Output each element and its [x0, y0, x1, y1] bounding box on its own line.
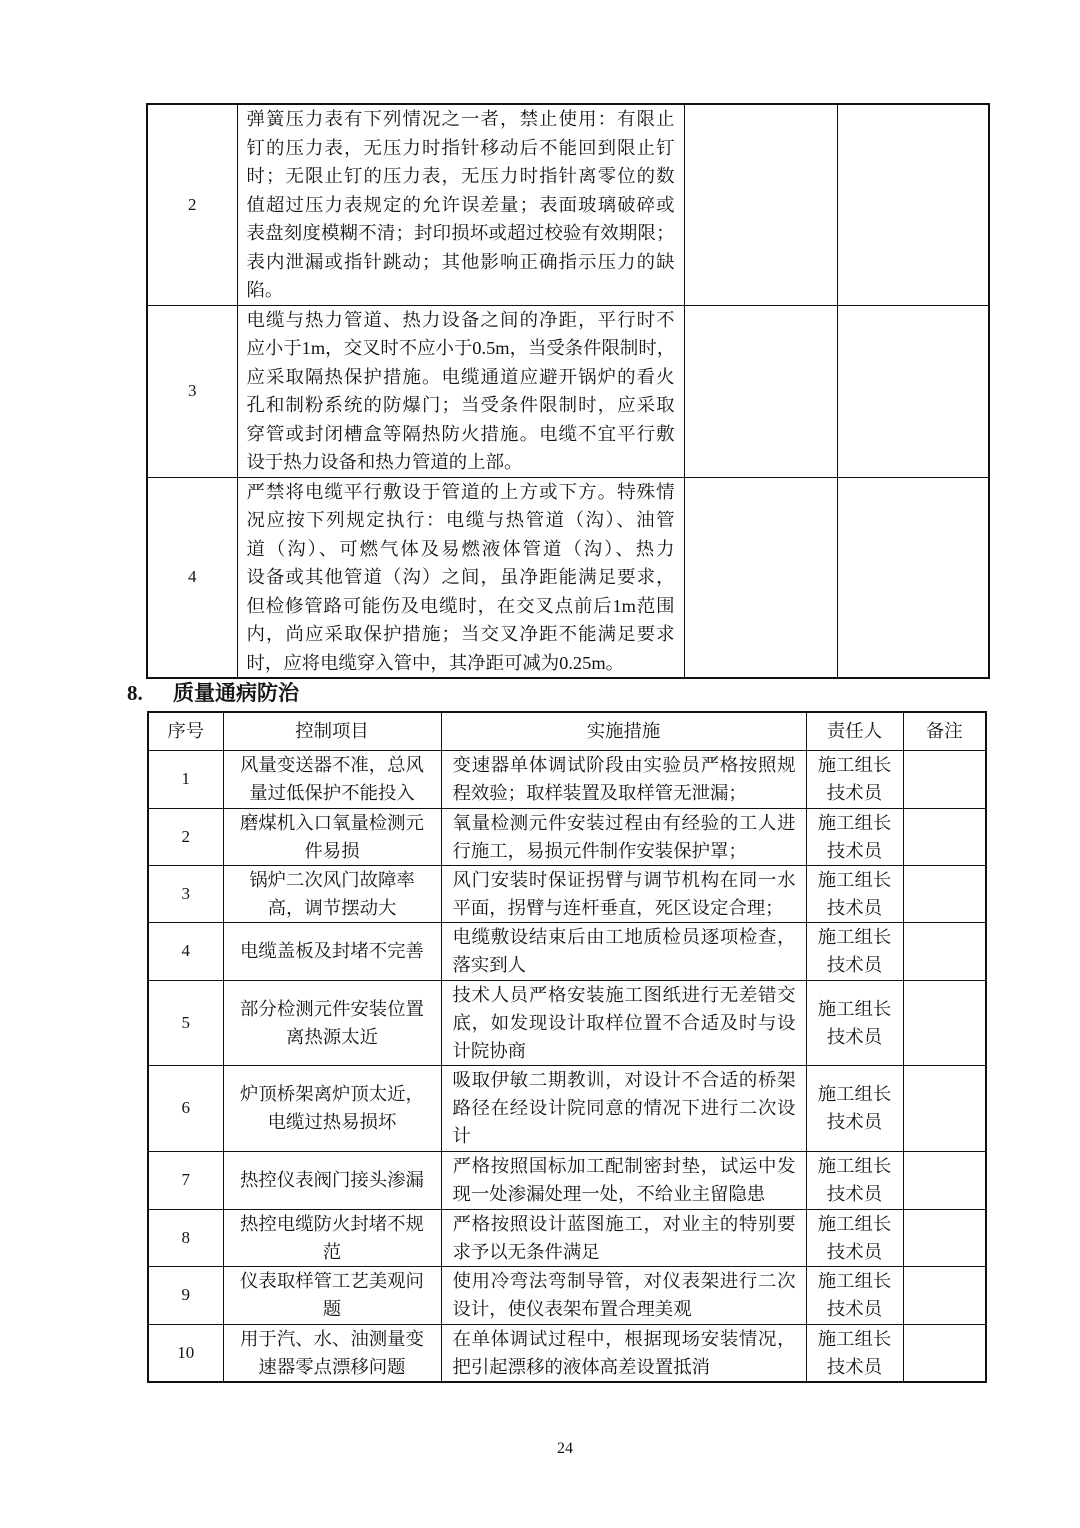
text-line: 离热源太近 — [286, 1026, 378, 1047]
blank-cell — [684, 477, 837, 678]
blank-cell — [837, 477, 989, 678]
text-line: 部分检测元件安装位置 — [240, 998, 424, 1019]
responsible — [806, 1151, 903, 1209]
text-line: 严禁将电缆平行敷设于管道的上方或下方。特殊情 — [246, 481, 675, 502]
control-item — [223, 750, 441, 808]
control-item — [223, 980, 441, 1065]
text-line: 设备或其他管道（沟）之间，虽净距能满足要求， — [246, 567, 675, 587]
text-line: 应采取隔热保护措施。电缆通道应避开锅炉的看火 — [246, 366, 675, 387]
text-line: 技术员 — [826, 1299, 883, 1319]
text-line: 电缆过热易损坏 — [267, 1112, 397, 1132]
row-number: 4 — [147, 477, 237, 678]
table-row — [148, 980, 986, 1065]
text-line: 技术人员严格安装施工图纸进行无差错交 — [452, 984, 796, 1005]
table-row — [148, 808, 986, 865]
header-control-item: 控制项目 — [223, 712, 441, 750]
text-line: 热控仪表阀门接头渗漏 — [240, 1170, 424, 1190]
text-line: 施工组长 — [817, 998, 892, 1019]
remarks-cell — [903, 1151, 986, 1209]
measure — [441, 1266, 806, 1324]
remarks-cell — [903, 808, 986, 865]
text-line: 况应按下列规定执行：电缆与热管道（沟）、油管 — [246, 510, 675, 530]
measure — [441, 1324, 806, 1382]
table-row — [147, 305, 989, 477]
text-line: 施工组长 — [817, 812, 892, 833]
measure — [441, 922, 806, 980]
table-row — [147, 477, 989, 678]
remarks-cell — [903, 1065, 986, 1151]
text-line: 在单体调试过程中，根据现场安装情况， — [452, 1328, 796, 1349]
responsible — [806, 1065, 903, 1151]
requirement-text — [237, 305, 684, 477]
text-line: 表内泄漏或指针跳动；其他影响正确指示压力的缺 — [246, 251, 675, 272]
text-line: 热控电缆防火封堵不规 — [240, 1213, 424, 1234]
row-number: 1 — [148, 750, 223, 808]
header-remarks: 备注 — [903, 712, 986, 750]
table-row — [147, 104, 989, 305]
text-line: 把引起漂移的液体高差设置抵消 — [452, 1356, 710, 1377]
text-line: 磨煤机入口氧量检测元 — [240, 812, 424, 833]
remarks-cell — [903, 922, 986, 980]
text-line: 技术员 — [826, 897, 883, 918]
text-line: 施工组长 — [817, 755, 892, 775]
row-number: 5 — [148, 980, 223, 1065]
text-line: 量过低保护不能投入 — [249, 783, 415, 803]
row-number: 3 — [147, 305, 237, 477]
text-line: 电缆敷设结束后由工地质检员逐项检查， — [452, 927, 796, 947]
text-line: 技术员 — [826, 955, 883, 975]
text-line: 技术员 — [826, 783, 883, 803]
row-number: 8 — [148, 1209, 223, 1266]
remarks-cell — [903, 865, 986, 922]
text-line: 时；无限止钉的压力表，无压力时指针离零位的数 — [246, 166, 675, 186]
row-number: 10 — [148, 1324, 223, 1382]
measure — [441, 1209, 806, 1266]
table-row — [148, 1151, 986, 1209]
responsible — [806, 1324, 903, 1382]
text-line: 严格按照设计蓝图施工，对业主的特别要 — [452, 1213, 796, 1234]
blank-cell — [837, 305, 989, 477]
text-line: 严格按照国标加工配制密封垫，试运中发 — [452, 1156, 796, 1176]
text-line: 范 — [322, 1241, 342, 1262]
quality-control-table — [147, 711, 987, 1383]
text-line: 孔和制粉系统的防爆门；当受条件限制时，应采取 — [246, 395, 675, 415]
header-number: 序号 — [148, 712, 223, 750]
text-line: 内，尚应采取保护措施；当交叉净距不能满足要求 — [246, 624, 675, 644]
text-line: 电缆与热力管道、热力设备之间的净距，平行时不 — [246, 309, 675, 330]
text-line: 道（沟）、可燃气体及易燃液体管道（沟）、热力 — [246, 538, 675, 559]
remarks-cell — [903, 1209, 986, 1266]
row-number: 2 — [148, 808, 223, 865]
responsible — [806, 808, 903, 865]
row-number: 6 — [148, 1065, 223, 1151]
remarks-cell — [903, 980, 986, 1065]
table-row — [148, 1209, 986, 1266]
blank-cell — [684, 305, 837, 477]
text-line: 施工组长 — [817, 1328, 892, 1349]
text-line: 施工组长 — [817, 1084, 892, 1104]
table-row — [148, 922, 986, 980]
text-line: 现一处渗漏处理一处，不给业主留隐患 — [452, 1184, 766, 1204]
section-title: 质量通病防治 — [173, 681, 299, 705]
table-row — [148, 750, 986, 808]
control-item — [223, 865, 441, 922]
text-line: 设于热力设备和热力管道的上部。 — [246, 452, 523, 472]
text-line: 计 — [452, 1126, 471, 1146]
text-line: 技术员 — [826, 1356, 883, 1377]
text-line: 件易损 — [304, 840, 360, 861]
text-line: 穿管或封闭槽盒等隔热防火措施。电缆不宜平行敷 — [246, 423, 675, 444]
text-line: 施工组长 — [817, 927, 892, 947]
text-line: 底，如发现设计取样位置不合适及时与设 — [452, 1012, 796, 1033]
table-row — [148, 1324, 986, 1382]
blank-cell — [837, 104, 989, 305]
measure — [441, 808, 806, 865]
text-line: 使用冷弯法弯制导管，对仪表架进行二次 — [452, 1271, 796, 1291]
measure — [441, 980, 806, 1065]
text-line: 吸取伊敏二期教训，对设计不合适的桥架 — [452, 1070, 796, 1090]
text-line: 求予以无条件满足 — [452, 1241, 600, 1262]
table-row — [148, 1065, 986, 1151]
text-line: 钉的压力表，无压力时指针移动后不能回到限止钉 — [246, 137, 675, 158]
text-line: 应小于1m，交叉时不应小于0.5m，当受条件限制时， — [246, 338, 676, 358]
responsible — [806, 980, 903, 1065]
row-number: 9 — [148, 1266, 223, 1324]
text-line: 仪表取样管工艺美观问 — [240, 1271, 424, 1291]
responsible — [806, 922, 903, 980]
text-line: 技术员 — [826, 1026, 883, 1047]
measure — [441, 865, 806, 922]
measure — [441, 750, 806, 808]
text-line: 程效验；取样装置及取样管无泄漏； — [452, 783, 747, 803]
text-line: 电缆盖板及封堵不完善 — [240, 941, 424, 961]
blank-cell — [684, 104, 837, 305]
text-line: 风门安装时保证拐臂与调节机构在同一水 — [452, 869, 796, 890]
text-line: 弹簧压力表有下列情况之一者，禁止使用：有限止 — [246, 109, 675, 129]
text-line: 技术员 — [826, 1241, 883, 1262]
remarks-cell — [903, 1324, 986, 1382]
responsible — [806, 1209, 903, 1266]
text-line: 用于汽、水、油测量变 — [240, 1328, 424, 1349]
section-heading — [127, 678, 299, 708]
text-line: 风量变送器不准，总风 — [240, 755, 424, 775]
control-item — [223, 808, 441, 865]
header-responsible: 责任人 — [806, 712, 903, 750]
text-line: 施工组长 — [817, 1271, 892, 1291]
text-line: 但检修管路可能伤及电缆时，在交叉点前后1m范围 — [246, 595, 675, 616]
text-line: 氧量检测元件安装过程由有经验的工人进 — [452, 812, 796, 833]
text-line: 技术员 — [826, 1184, 883, 1204]
page-number: 24 — [557, 1440, 573, 1457]
text-line: 计院协商 — [452, 1040, 527, 1061]
text-line: 平面，拐臂与连杆垂直，死区设定合理； — [452, 897, 784, 918]
row-number: 7 — [148, 1151, 223, 1209]
text-line: 时，应将电缆穿入管中，其净距可减为0.25m。 — [246, 652, 625, 673]
text-line: 施工组长 — [817, 1213, 892, 1234]
text-line: 施工组长 — [817, 869, 892, 890]
row-number: 3 — [148, 865, 223, 922]
header-measures: 实施措施 — [441, 712, 806, 750]
control-item — [223, 1266, 441, 1324]
measure — [441, 1065, 806, 1151]
control-item — [223, 922, 441, 980]
text-line: 速器零点漂移问题 — [258, 1356, 406, 1377]
text-line: 陷。 — [246, 280, 284, 300]
text-line: 炉顶桥架离炉顶太近， — [240, 1084, 424, 1104]
responsible — [806, 1266, 903, 1324]
responsible — [806, 865, 903, 922]
section-number: 8. — [127, 681, 143, 705]
text-line: 行施工，易损元件制作安装保护罩； — [452, 840, 747, 861]
text-line: 施工组长 — [817, 1156, 892, 1176]
requirement-text — [237, 104, 684, 305]
control-item — [223, 1151, 441, 1209]
table-header-row — [148, 712, 986, 750]
table-row — [148, 1266, 986, 1324]
requirement-text — [237, 477, 684, 678]
row-number: 4 — [148, 922, 223, 980]
control-item — [223, 1065, 441, 1151]
measure — [441, 1151, 806, 1209]
row-number: 2 — [147, 104, 237, 305]
text-line: 路径在经设计院同意的情况下进行二次设 — [452, 1098, 796, 1118]
text-line: 表盘刻度模糊不清；封印损坏或超过校验有效期限； — [246, 223, 675, 243]
control-item — [223, 1324, 441, 1382]
text-line: 技术员 — [826, 1112, 883, 1132]
text-line: 高，调节摆动大 — [267, 897, 397, 918]
table-row — [148, 865, 986, 922]
text-line: 落实到人 — [452, 955, 527, 975]
remarks-cell — [903, 1266, 986, 1324]
text-line: 技术员 — [826, 840, 883, 861]
remarks-cell — [903, 750, 986, 808]
text-line: 题 — [322, 1299, 342, 1319]
safety-requirements-table — [146, 103, 990, 679]
control-item — [223, 1209, 441, 1266]
text-line: 值超过压力表规定的允许误差量；表面玻璃破碎或 — [246, 194, 675, 215]
text-line: 设计，使仪表架布置合理美观 — [452, 1299, 692, 1319]
responsible — [806, 750, 903, 808]
text-line: 变速器单体调试阶段由实验员严格按照规 — [452, 755, 796, 775]
text-line: 锅炉二次风门故障率 — [249, 869, 415, 890]
